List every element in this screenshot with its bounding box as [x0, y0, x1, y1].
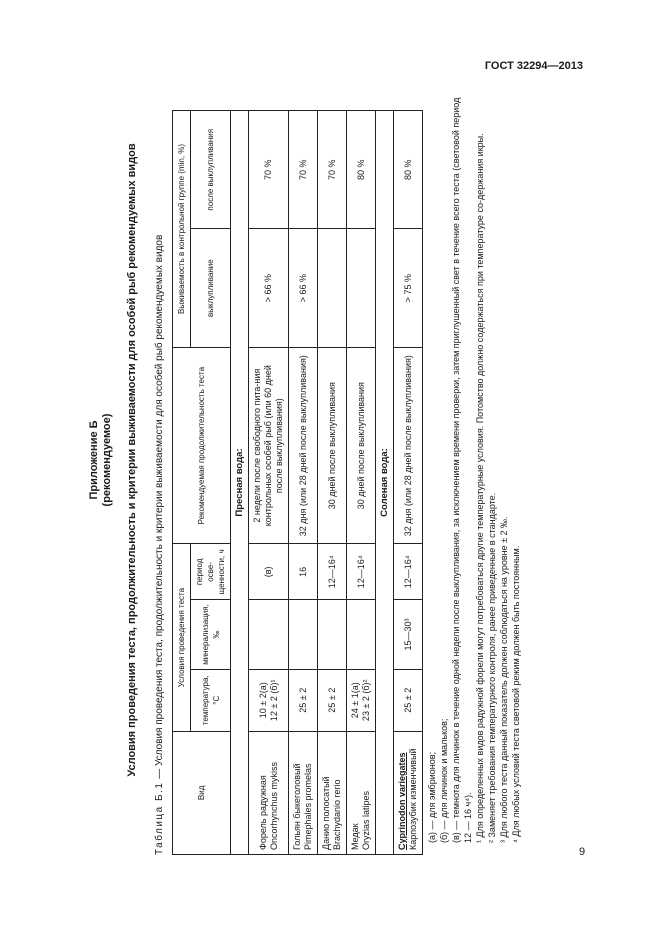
header-salinity: минерализация, ‰	[191, 600, 231, 670]
section-label-fresh: Пресная вода:	[231, 111, 249, 855]
species-name: Карпозубик изменчивый	[408, 748, 418, 850]
hatching-value: > 75 %	[394, 229, 423, 347]
hatching-value: > 66 %	[289, 229, 318, 347]
salinity-value: 15—30³	[394, 600, 423, 670]
header-species: Вид	[173, 731, 231, 854]
appendix-name: Приложение Б	[88, 420, 100, 500]
table-row	[249, 111, 289, 855]
salinity-value	[347, 600, 376, 670]
species-latin-name: Brachydanio rerio	[332, 779, 342, 850]
photoperiod-value: 16	[289, 544, 318, 600]
photoperiod-value: 12—16⁴	[394, 544, 423, 600]
note-line: (а) — для эмбрионов;	[427, 751, 437, 843]
header-after-hatching: после выклупливания	[191, 111, 231, 229]
table-row	[318, 111, 347, 855]
species-latin-name: Oryzias latipes	[361, 790, 371, 850]
duration-value: 30 дней после выклупливания	[318, 347, 347, 544]
footnote-line: ² Заменяет требования температурного контроля, ранее приведенные в стандарте.	[487, 492, 497, 843]
section-row-fresh	[231, 111, 249, 855]
temperature-value-2: 12 ± 2 (б)¹	[268, 679, 279, 722]
salinity-value	[289, 600, 318, 670]
appendix-status: (рекомендуемое)	[101, 413, 113, 507]
table-row	[347, 111, 376, 855]
section-label-salt: Соленая вода:	[376, 111, 394, 855]
species-latin-name: Cyprinodon variegates	[397, 752, 407, 850]
species-name: Гольян быкеголовый	[292, 763, 302, 850]
header-conditions: Условия проведения теста	[173, 544, 191, 731]
table-notes	[426, 95, 522, 855]
header-photoperiod: период осве-щенности, ч	[191, 544, 231, 600]
temperature-value: 25 ± 2	[394, 669, 423, 731]
temperature-value: 25 ± 2	[326, 687, 337, 713]
table-header-row	[173, 111, 191, 855]
page-number: 9	[579, 846, 586, 858]
section-row-salt	[376, 111, 394, 855]
salinity-value	[318, 600, 347, 670]
hatching-value: > 66 %	[249, 229, 289, 347]
table-caption-text: — Условия проведения теста, продолжительность и критерии выживаемости для особей рыб рекомендуемых видов	[154, 234, 165, 782]
species-name: Форель радужная	[257, 775, 268, 850]
duration-value: 30 дней после выклупливания	[347, 347, 376, 544]
table-caption-label: Таблица Б.1	[154, 781, 165, 855]
photoperiod-value: 12—16⁴	[318, 544, 347, 600]
table-row	[289, 111, 318, 855]
note-line: (б) — для личинок и мальков;	[439, 718, 449, 843]
footnote-line: ⁴ Для любых условий теста световой режим должен быть постоянным.	[511, 545, 521, 843]
table-row	[394, 111, 423, 855]
after-hatching-value: 70 %	[318, 111, 347, 229]
temperature-value-2: 23 ± 2 (б)²	[361, 679, 371, 722]
species-latin-name: Pimephales promelas	[303, 763, 313, 850]
photoperiod-value: 12—16⁴	[347, 544, 376, 600]
species-name: Данио полосатый	[321, 776, 331, 850]
appendix-title	[88, 65, 114, 855]
header-duration: Рекомендуемая продолжительность теста	[173, 347, 231, 544]
temperature-value: 10 ± 2(а)	[257, 682, 268, 719]
photoperiod-value: (в)	[249, 544, 289, 600]
species-name: Медак	[350, 823, 360, 850]
species-table	[172, 110, 423, 855]
footnote-line: ¹ Для определенных видов радужной форели могут потребоваться другие температурные условия. Потомство должно содержаться при температуре со-держания икры.	[475, 133, 485, 843]
after-hatching-value: 70 %	[289, 111, 318, 229]
duration-value: 32 дня (или 28 дней после выклупливания)	[394, 347, 423, 544]
footnote-line: ³ Для любого теста данный показатель должен соблюдаться на уровне ± 2 ‰.	[499, 516, 509, 843]
rotated-page-content	[88, 65, 568, 855]
section-heading: Условия проведения теста, продолжительность и критерии выживаемости для особей рыб рекомендуемых видов	[126, 143, 138, 777]
header-hatching: выклупливание	[191, 229, 231, 347]
document-header: ГОСТ 32294—2013	[484, 60, 583, 72]
table-caption	[154, 65, 165, 855]
after-hatching-value: 80 %	[394, 111, 423, 229]
duration-value: 32 дня (или 28 дней после выклупливания)	[289, 347, 318, 544]
header-temperature: температура, °С	[191, 669, 231, 731]
after-hatching-value: 80 %	[347, 111, 376, 229]
note-line: (в) — темнота для личинок в течение одной недели после выклупливания, за исключением времени проверки, затем приглушенный свет в течение всего теста (световой период 12 — 16 ч⁴).	[451, 97, 473, 843]
after-hatching-value: 70 %	[249, 111, 289, 229]
temperature-value: 24 ± 1(а)	[350, 682, 360, 719]
header-survival: Выживаемость в контрольной группе (min, %)	[173, 111, 191, 348]
salinity-value	[249, 600, 289, 670]
duration-value: 2 недели после свободного пита-ния контрольных особей рыб (или 60 дней после выклупливания)	[249, 347, 289, 544]
temperature-value: 25 ± 2	[297, 687, 308, 713]
species-latin-name: Oncorhynchus mykiss	[268, 761, 279, 850]
hatching-value	[347, 229, 376, 347]
hatching-value	[318, 229, 347, 347]
